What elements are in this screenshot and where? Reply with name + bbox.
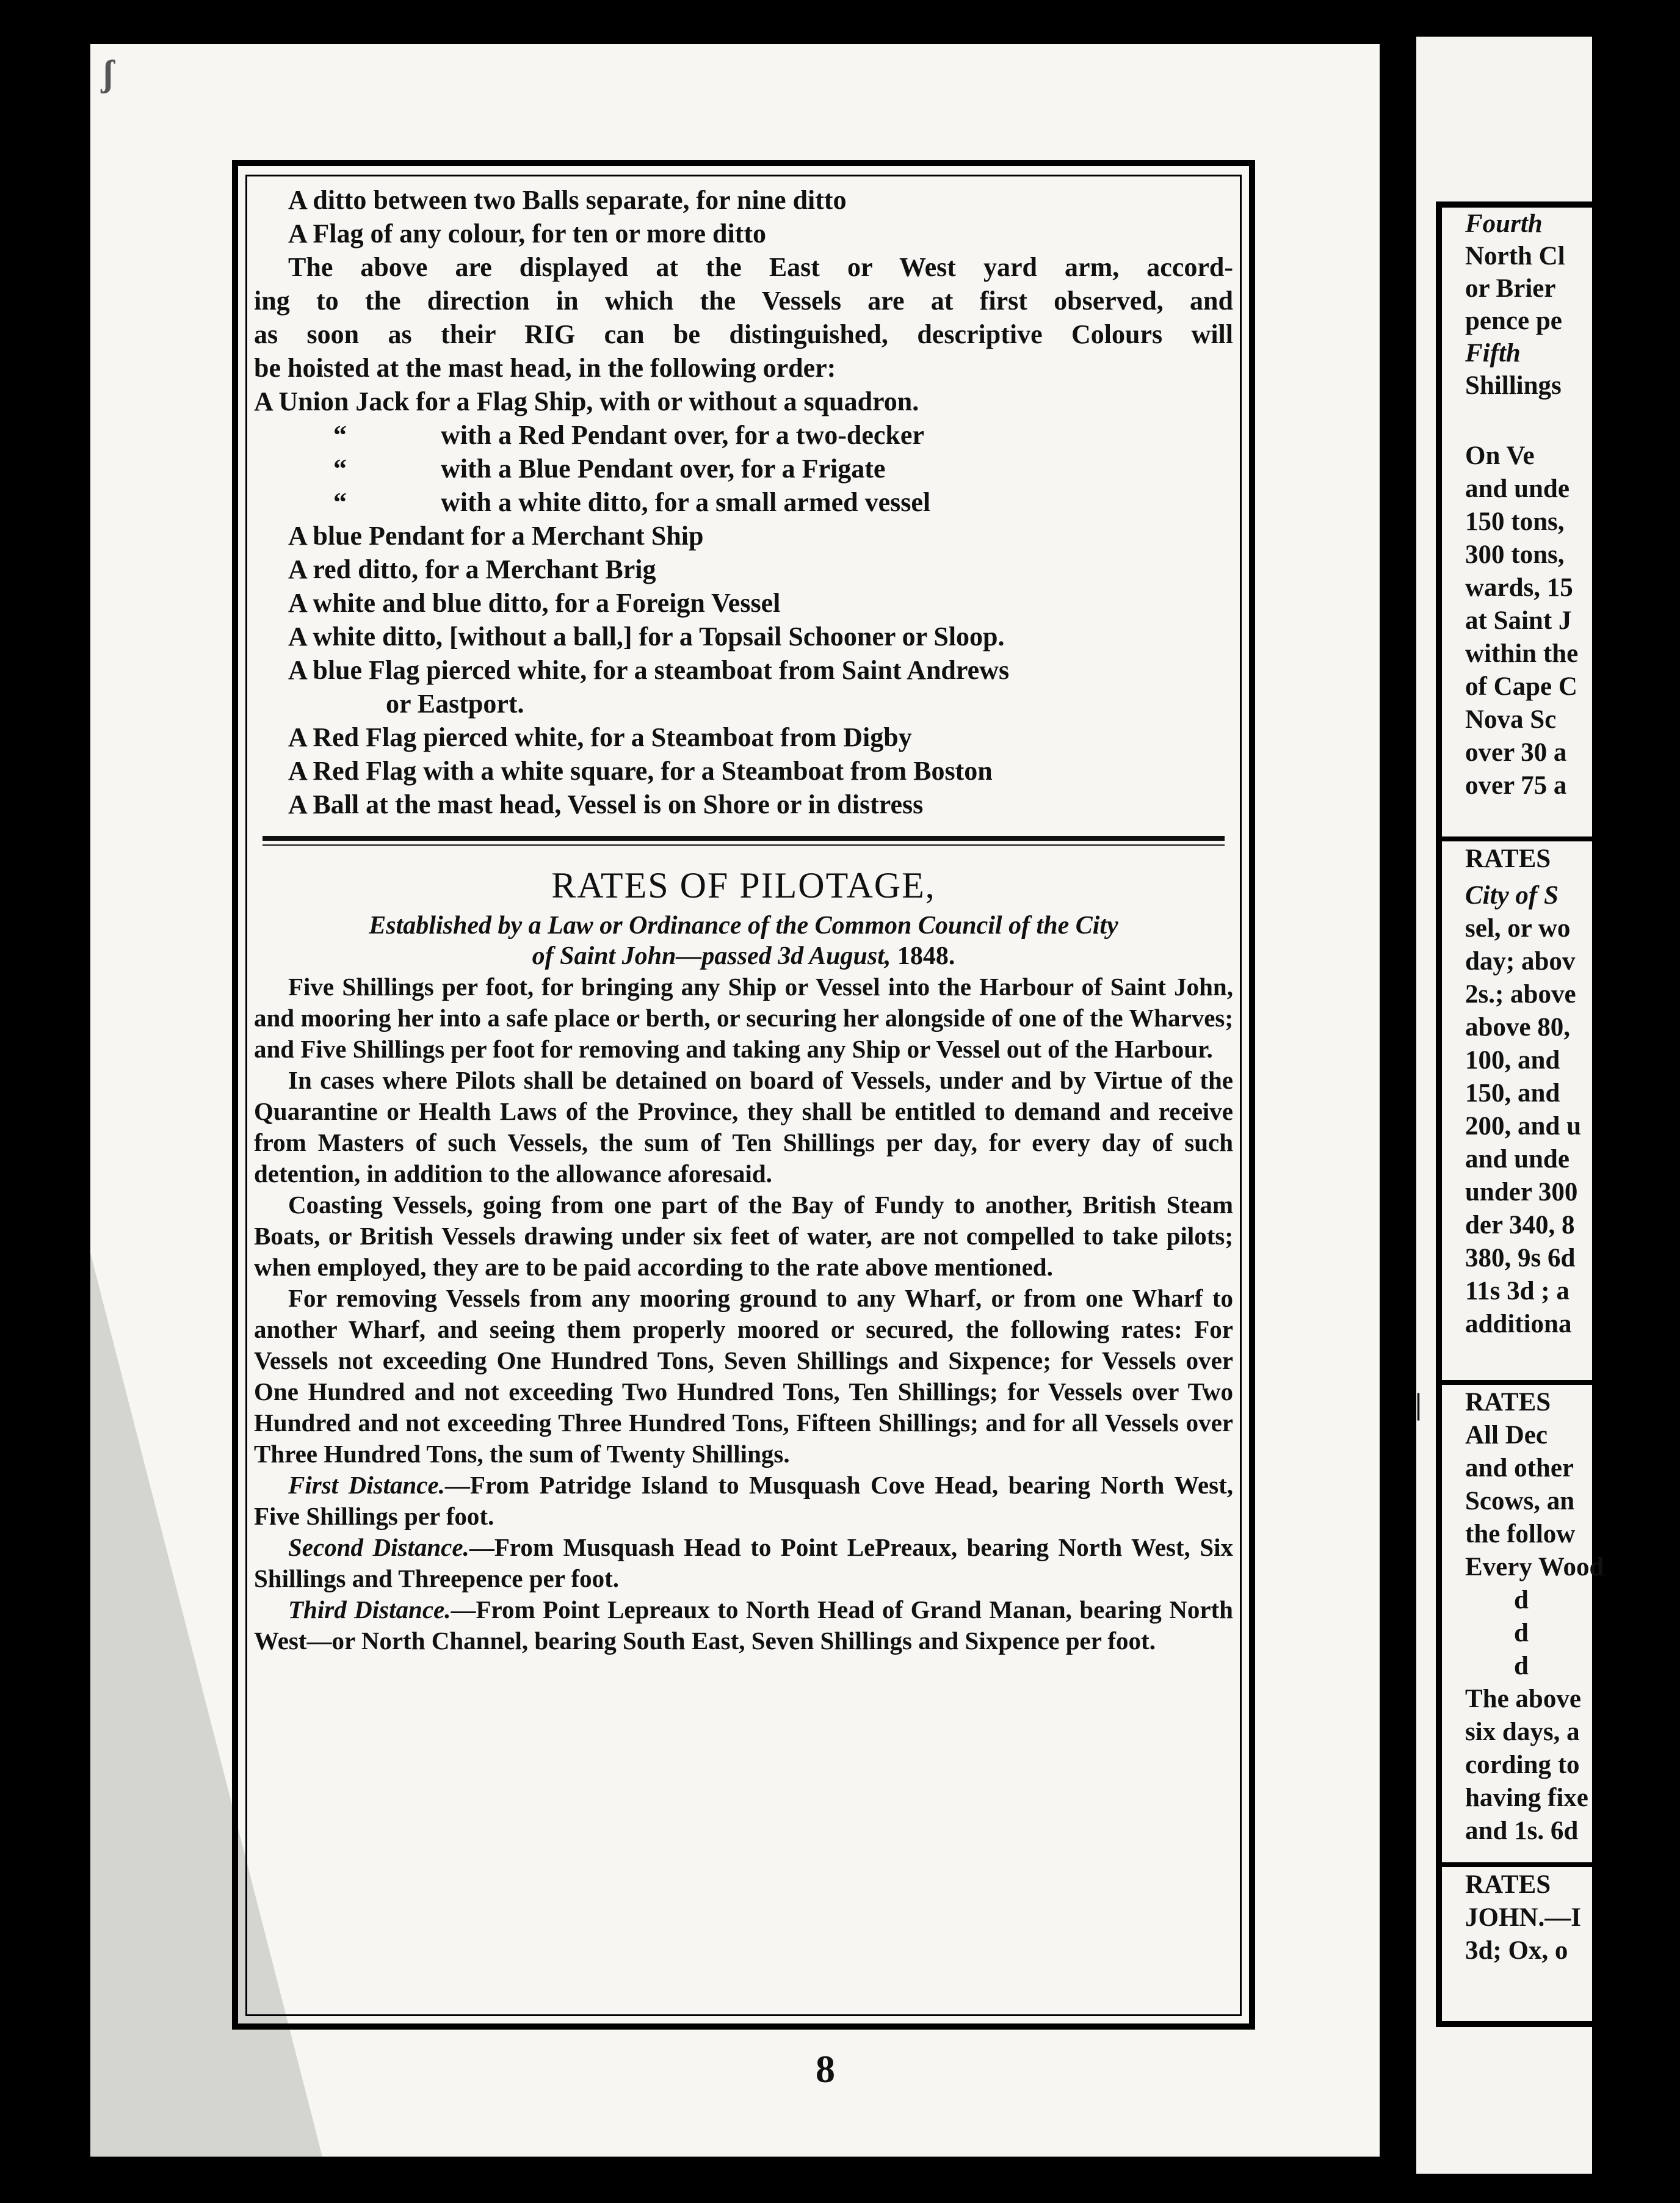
right-page-fragment: and other	[1465, 1454, 1574, 1483]
right-page-mark: |	[1415, 1387, 1422, 1421]
rates-title: RATES OF PILOTAGE,	[551, 865, 936, 906]
rates-paragraph: For removing Vessels from any mooring ground to any Wharf, or from one Wharf to another Wharf, and seeing them properly moored or secured, the following rates: For Vessels not exceeding One Hundred Tons, Seven Shillings and Sixpence; for Vessels over One Hundred and not exceeding Two Hundred Tons, Ten Shillings; for Vessels over Two Hundred and not exceeding Three Hundred Tons, Fifteen Shillings; and for all Vessels over Three Hundred Tons, the sum of Twenty Shillings.	[254, 1284, 1233, 1468]
right-section-rule	[1442, 1380, 1601, 1385]
distance-label: Third Distance.	[288, 1595, 451, 1624]
right-page-fragment: Scows, an	[1465, 1487, 1575, 1515]
signals-paragraph-line: as soon as their RIG can be distinguished, descriptive Colours will	[254, 319, 1233, 349]
right-page-fragment: 2s.; above	[1465, 980, 1576, 1009]
right-page-fragment: Fifth	[1465, 339, 1521, 368]
right-page-fragment: Every Wood	[1465, 1553, 1604, 1581]
right-page-fragment: The above	[1465, 1685, 1581, 1713]
right-page-fragment: Nova Sc	[1465, 705, 1557, 734]
ditto-row	[254, 452, 1233, 485]
right-page	[1415, 37, 1604, 2174]
subtitle-text: of Saint John—passed 3d August,	[532, 942, 891, 970]
right-page-fragment: d	[1514, 1619, 1529, 1647]
right-page-fragment: sel, or wo	[1465, 914, 1571, 943]
right-page-fragment: of Cape C	[1465, 672, 1577, 701]
right-page-fragment: d	[1514, 1652, 1529, 1680]
right-page-fragment: North Cl	[1465, 242, 1565, 270]
right-page-fragment: and 1s. 6d	[1465, 1816, 1579, 1845]
rates-paragraph: Coasting Vessels, going from one part of the Bay of Fundy to another, British Steam Boats, or British Vessels drawing under six feet of water, are not compelled to take pilots; when employed, they are to be paid according to the rate above mentioned.	[254, 1191, 1233, 1281]
right-page-fragment: 150, and	[1465, 1079, 1560, 1108]
right-page-fragment: d	[1514, 1586, 1529, 1614]
signals-paragraph-line: ing to the direction in which the Vessels are at first observed, and	[254, 286, 1233, 316]
final-signal-line: A Ball at the mast head, Vessel is on Shore or in distress	[288, 789, 924, 819]
distance-paragraph	[254, 1594, 1233, 1657]
right-page-fragment: JOHN.—I	[1465, 1903, 1581, 1932]
distance-text: —From Point Lepreaux to North Head of Grand Manan, bearing North West—or North Channel, bearing South East, Seven Shillings and Sixpence per foot.	[254, 1595, 1233, 1655]
distance-text: —From Musquash Head to Point LePreaux, bearing North West, Six Shillings and Threepence per foot.	[254, 1533, 1234, 1592]
right-page-fragment: pence pe	[1465, 307, 1562, 335]
right-page-fragment: at Saint J	[1465, 606, 1572, 635]
distance-paragraph	[254, 1470, 1233, 1532]
ditto-line: with a white ditto, for a small armed vessel	[441, 487, 931, 517]
right-page-fragment: All Dec	[1465, 1421, 1548, 1450]
right-page-fragment: 380, 9s 6d	[1465, 1244, 1576, 1272]
subtitle-year: 1848.	[897, 942, 955, 970]
right-page-fragment: 300 tons,	[1465, 540, 1565, 569]
right-page-fragment: wards, 15	[1465, 573, 1573, 602]
right-page-fragment: the follow	[1465, 1520, 1576, 1548]
rates-paragraph: In cases where Pilots shall be detained on board of Vessels, under and by Virtue of the Quarantine or Health Laws of the Province, they shall be entitled to demand and receive from Masters of such Vessels, the sum of Ten Shillings per day, for every day of such detention, in addition to the allowance aforesaid.	[254, 1066, 1233, 1188]
right-page-fragment: and unde	[1465, 474, 1570, 503]
ditto-row	[254, 418, 1233, 452]
distance-text: —From Patridge Island to Musquash Cove Head, bearing North West, Five Shillings per foot.	[254, 1471, 1233, 1530]
right-page-fragment: RATES	[1465, 1870, 1551, 1899]
right-page-fragment: or Brier	[1465, 274, 1556, 303]
right-page-fragment: 3d; Ox, o	[1465, 1936, 1568, 1965]
right-page-fragment: over 30 a	[1465, 738, 1567, 767]
ditto-row	[254, 485, 1233, 519]
rates-body	[254, 971, 1233, 1657]
ditto-mark: “	[333, 487, 347, 517]
notice-content	[254, 183, 1233, 1657]
right-page-fragment: RATES	[1465, 1388, 1551, 1417]
page-number: 8	[816, 2047, 835, 2091]
steamboat-line: A blue Flag pierced white, for a steamboat from Saint Andrews	[288, 655, 1010, 685]
steamboat-line-continued: or Eastport.	[386, 689, 524, 719]
right-page-fragment: cording to	[1465, 1751, 1580, 1779]
right-page-fragment: and unde	[1465, 1145, 1570, 1174]
rates-paragraph: Five Shillings per foot, for bringing any Ship or Vessel into the Harbour of Saint John, and mooring her into a safe place or berth, or securing her alongside of one of the Wharves; and Five Shillings per foot for removing and taking any Ship or Vessel out of the Harbour.	[254, 973, 1233, 1063]
right-page-fragment: City of S	[1465, 881, 1559, 910]
right-page-fragment: over 75 a	[1465, 771, 1567, 800]
right-section-rule	[1442, 837, 1601, 841]
subtitle-line: Established by a Law or Ordinance of the Common Council of the City	[369, 912, 1118, 940]
right-page-fragment: 150 tons,	[1465, 507, 1565, 536]
right-page-fragment: Shillings	[1465, 371, 1562, 400]
right-page-fragment: above 80,	[1465, 1013, 1570, 1042]
right-page-fragment: day; abov	[1465, 947, 1576, 976]
right-page-fragment: der 340, 8	[1465, 1211, 1575, 1239]
ditto-mark: “	[333, 420, 347, 450]
ditto-line: with a Red Pendant over, for a two-decker	[441, 420, 924, 450]
rates-subtitle	[254, 910, 1233, 971]
right-page-fragment: 11s 3d ; a	[1465, 1277, 1570, 1305]
colour-signal-line: A red ditto, for a Merchant Brig	[288, 554, 656, 584]
notice-frame	[232, 160, 1255, 2030]
right-page-fragment: additiona	[1465, 1310, 1572, 1338]
union-jack-line: A Union Jack for a Flag Ship, with or without a squadron.	[254, 387, 919, 416]
colour-signal-line: A white ditto, [without a ball,] for a Topsail Schooner or Sloop.	[288, 622, 1005, 651]
colour-signal-line: A white and blue ditto, for a Foreign Vessel	[288, 588, 781, 618]
ditto-line: with a Blue Pendant over, for a Frigate	[441, 454, 886, 484]
signals-paragraph-line: be hoisted at the mast head, in the following order:	[254, 353, 836, 383]
final-signal-line: A Red Flag with a white square, for a Steamboat from Boston	[288, 756, 993, 786]
subtitle-line	[254, 941, 1233, 971]
signal-line: A ditto between two Balls separate, for nine ditto	[288, 185, 847, 215]
colour-signal-line: A blue Pendant for a Merchant Ship	[288, 521, 704, 551]
ditto-mark: “	[333, 454, 347, 484]
signal-line: A Flag of any colour, for ten or more ditto	[288, 219, 766, 249]
right-page-fragment: On Ve	[1465, 441, 1535, 470]
right-page-fragment: within the	[1465, 639, 1579, 668]
right-page-fragment: RATES	[1465, 844, 1551, 873]
section-rule-thick	[262, 836, 1225, 841]
final-signal-line: A Red Flag pierced white, for a Steamboat from Digby	[288, 722, 912, 752]
distance-paragraph	[254, 1532, 1233, 1594]
distance-label: First Distance.	[288, 1471, 445, 1499]
right-section-rule	[1442, 1862, 1601, 1867]
distance-label: Second Distance.	[288, 1533, 469, 1561]
right-page-fragment: 200, and u	[1465, 1112, 1581, 1141]
right-page-fragment: under 300	[1465, 1178, 1578, 1207]
corner-mark: ʃ	[103, 53, 114, 93]
right-page-fragment: having fixe	[1465, 1784, 1588, 1812]
left-page	[90, 44, 1380, 2157]
right-page-fragment: six days, a	[1465, 1718, 1580, 1746]
signals-paragraph-line: The above are displayed at the East or West yard arm, accord-	[288, 252, 1233, 282]
section-rule-thin	[262, 844, 1225, 846]
right-page-fragment: Fourth	[1465, 209, 1543, 238]
right-page-fragment: 100, and	[1465, 1046, 1560, 1075]
